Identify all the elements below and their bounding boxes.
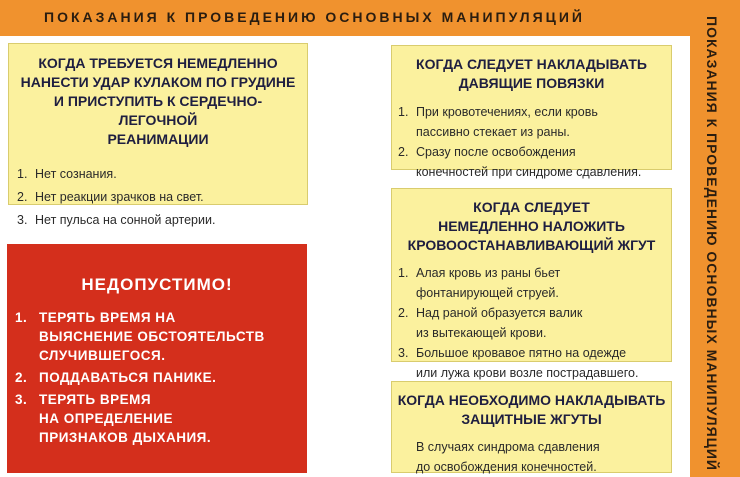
item-text: Над раной образуется валик из вытекающей крови. (416, 306, 583, 340)
protective-tourniquet-card (391, 381, 672, 473)
item-text: Сразу после освобождения конечностей при синдроме сдавления. (416, 145, 642, 179)
item-number: 1. (398, 105, 409, 119)
item-text: При кровотечениях, если кровь пассивно стекает из раны. (416, 105, 598, 139)
list-item (398, 142, 671, 182)
item-number: 1. (398, 266, 409, 280)
forbidden-box (7, 244, 307, 473)
item-text: ТЕРЯТЬ ВРЕМЯ НА ВЫЯСНЕНИЕ ОБСТОЯТЕЛЬСТВ СЛУЧИВШЕГОСЯ. (39, 310, 265, 363)
cpr-card (8, 43, 308, 227)
cpr-list (9, 149, 307, 232)
list-item (17, 163, 307, 186)
forbidden-list (7, 296, 307, 447)
list-item (15, 308, 307, 365)
cpr-heading: КОГДА ТРЕБУЕТСЯ НЕМЕДЛЕННО НАНЕСТИ УДАР КУЛАКОМ ПО ГРУДИНЕ И ПРИСТУПИТЬ К СЕРДЕЧНО-ЛЕГОЧНОЙ РЕАНИМАЦИИ (20, 55, 296, 147)
item-number: 2. (17, 190, 28, 204)
top-banner (0, 0, 690, 36)
list-item (17, 186, 307, 209)
item-text: Большое кровавое пятно на одежде или лужа крови возле пострадавшего. (416, 346, 639, 380)
item-text: Нет сознания. (35, 167, 117, 181)
pressure-heading: КОГДА СЛЕДУЕТ НАКЛАДЫВАТЬ ДАВЯЩИЕ ПОВЯЗКИ (416, 56, 647, 91)
list-item (398, 102, 671, 142)
protective-text: В случаях синдрома сдавления до освобождения конечностей. (416, 440, 600, 474)
protective-heading: КОГДА НЕОБХОДИМО НАКЛАДЫВАТЬ ЗАЩИТНЫЕ ЖГУТЫ (397, 392, 666, 427)
tourniquet-list (392, 255, 671, 383)
item-text: Нет реакции зрачков на свет. (35, 190, 204, 204)
item-number: 2. (398, 145, 409, 159)
list-item (15, 390, 307, 447)
pressure-list (392, 93, 671, 182)
item-number: 1. (17, 167, 28, 181)
item-number: 3. (15, 392, 28, 407)
list-item (398, 303, 671, 343)
list-item (398, 263, 671, 303)
list-item (15, 368, 307, 387)
item-text: ПОДДАВАТЬСЯ ПАНИКЕ. (39, 370, 217, 385)
side-strip (690, 0, 740, 477)
item-number: 3. (17, 213, 28, 227)
item-number: 3. (398, 346, 409, 360)
item-text: Алая кровь из раны бьет фонтанирующей струей. (416, 266, 561, 300)
item-text: ТЕРЯТЬ ВРЕМЯ НА ОПРЕДЕЛЕНИЕ ПРИЗНАКОВ ДЫХАНИЯ. (39, 392, 212, 445)
tourniquet-heading: КОГДА СЛЕДУЕТ НЕМЕДЛЕННО НАЛОЖИТЬ КРОВООСТАНАВЛИВАЮЩИЙ ЖГУТ (407, 199, 656, 253)
list-item (17, 209, 307, 232)
item-number: 2. (15, 370, 28, 385)
forbidden-title: НЕДОПУСТИМО! (81, 275, 233, 294)
item-number: 2. (398, 306, 409, 320)
item-text: Нет пульса на сонной артерии. (35, 213, 216, 227)
pressure-bandage-card (391, 45, 672, 179)
list-item (398, 343, 671, 383)
side-title: ПОКАЗАНИЯ К ПРОВЕДЕНИЮ ОСНОВНЫХ МАНИПУЛЯЦИЙ (704, 16, 720, 471)
tourniquet-card (391, 188, 672, 380)
banner-title: ПОКАЗАНИЯ К ПРОВЕДЕНИЮ ОСНОВНЫХ МАНИПУЛЯЦИЙ (44, 9, 585, 25)
item-number: 1. (15, 310, 28, 325)
